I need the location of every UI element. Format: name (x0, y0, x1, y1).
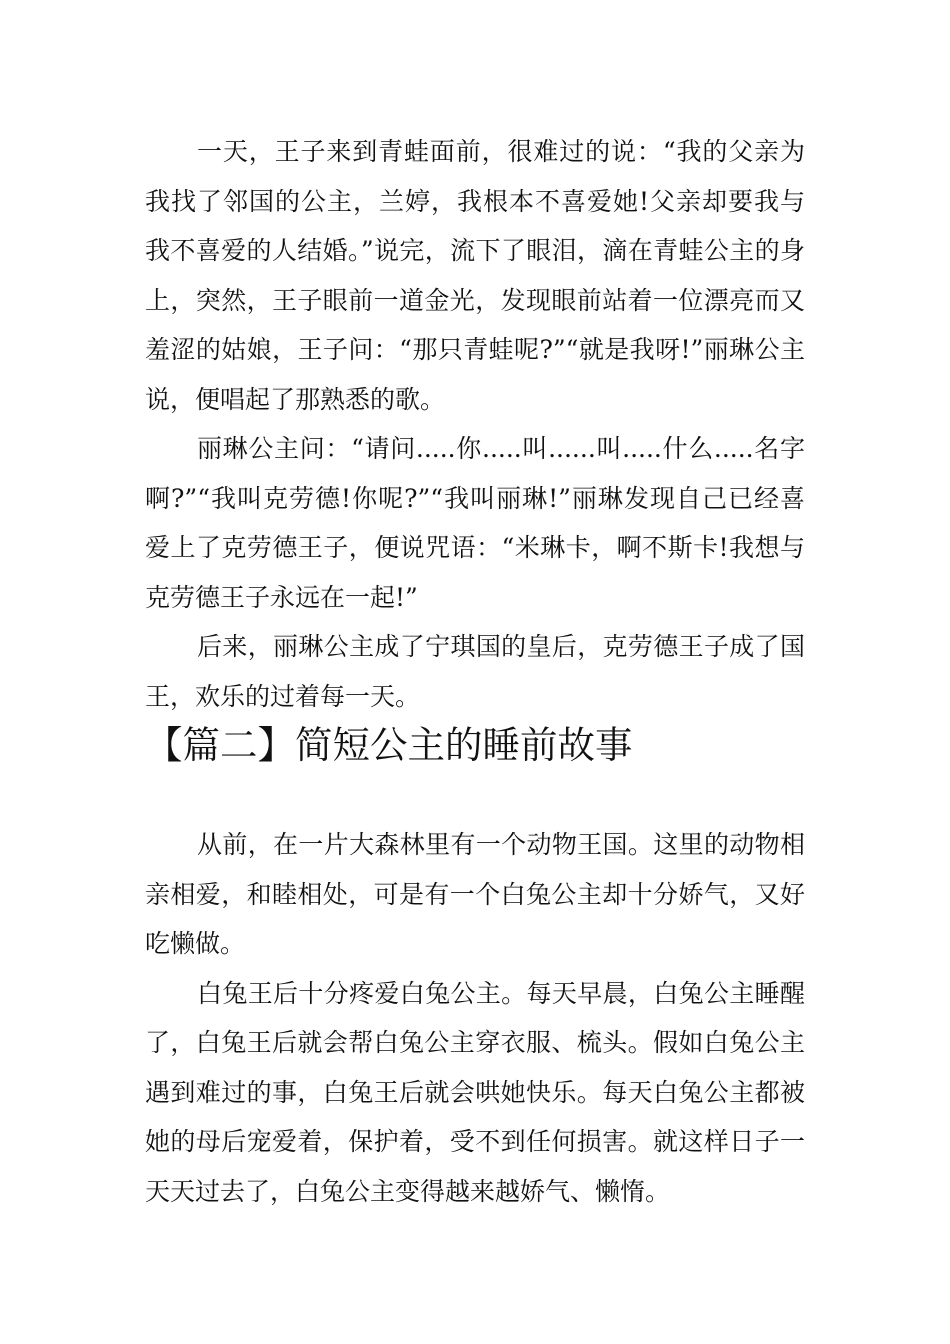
paragraph-forest-kingdom: 从前，在一片大森林里有一个动物王国。这里的动物相亲相爱，和睦相处，可是有一个白兔公主却十分娇气，又好吃懒做。 (145, 830, 805, 958)
paragraph-ending: 后来，丽琳公主成了宁琪国的皇后，克劳德王子成了国王，欢乐的过着每一天。 (145, 632, 805, 711)
paragraph-prince-frog: 一天，王子来到青蛙面前，很难过的说：“我的父亲为我找了邻国的公主，兰婷，我根本不喜爱她!父亲却要我与我不喜爱的人结婚。”说完，流下了眼泪，滴在青蛙公主的身上，突然，王子眼前一道金光，发现眼前站着一位漂亮而又羞涩的姑娘，王子问：“那只青蛙呢?”“就是我呀!”丽琳公主说，便唱起了那熟悉的歌。 (145, 137, 805, 414)
paragraph-names: 丽琳公主问：“请问.....你.....叫......叫.....什么.....名字啊?”“我叫克劳德!你呢?”“我叫丽琳!”丽琳发现自己已经喜爱上了克劳德王子，便说咒语：“米琳卡，啊不斯卡!我想与克劳德王子永远在一起!” (145, 434, 805, 612)
paragraph-white-rabbit: 白兔王后十分疼爱白兔公主。每天早晨，白兔公主睡醒了，白兔王后就会帮白兔公主穿衣服、梳头。假如白兔公主遇到难过的事，白兔王后就会哄她快乐。每天白兔公主都被她的母后宠爱着，保护着，受不到任何损害。就这样日子一天天过去了，白兔公主变得越来越娇气、懒惰。 (145, 978, 805, 1206)
section-spacer (145, 771, 805, 821)
document-body (145, 127, 805, 1216)
section-heading: 【篇二】简短公主的睡前故事 (145, 723, 633, 767)
